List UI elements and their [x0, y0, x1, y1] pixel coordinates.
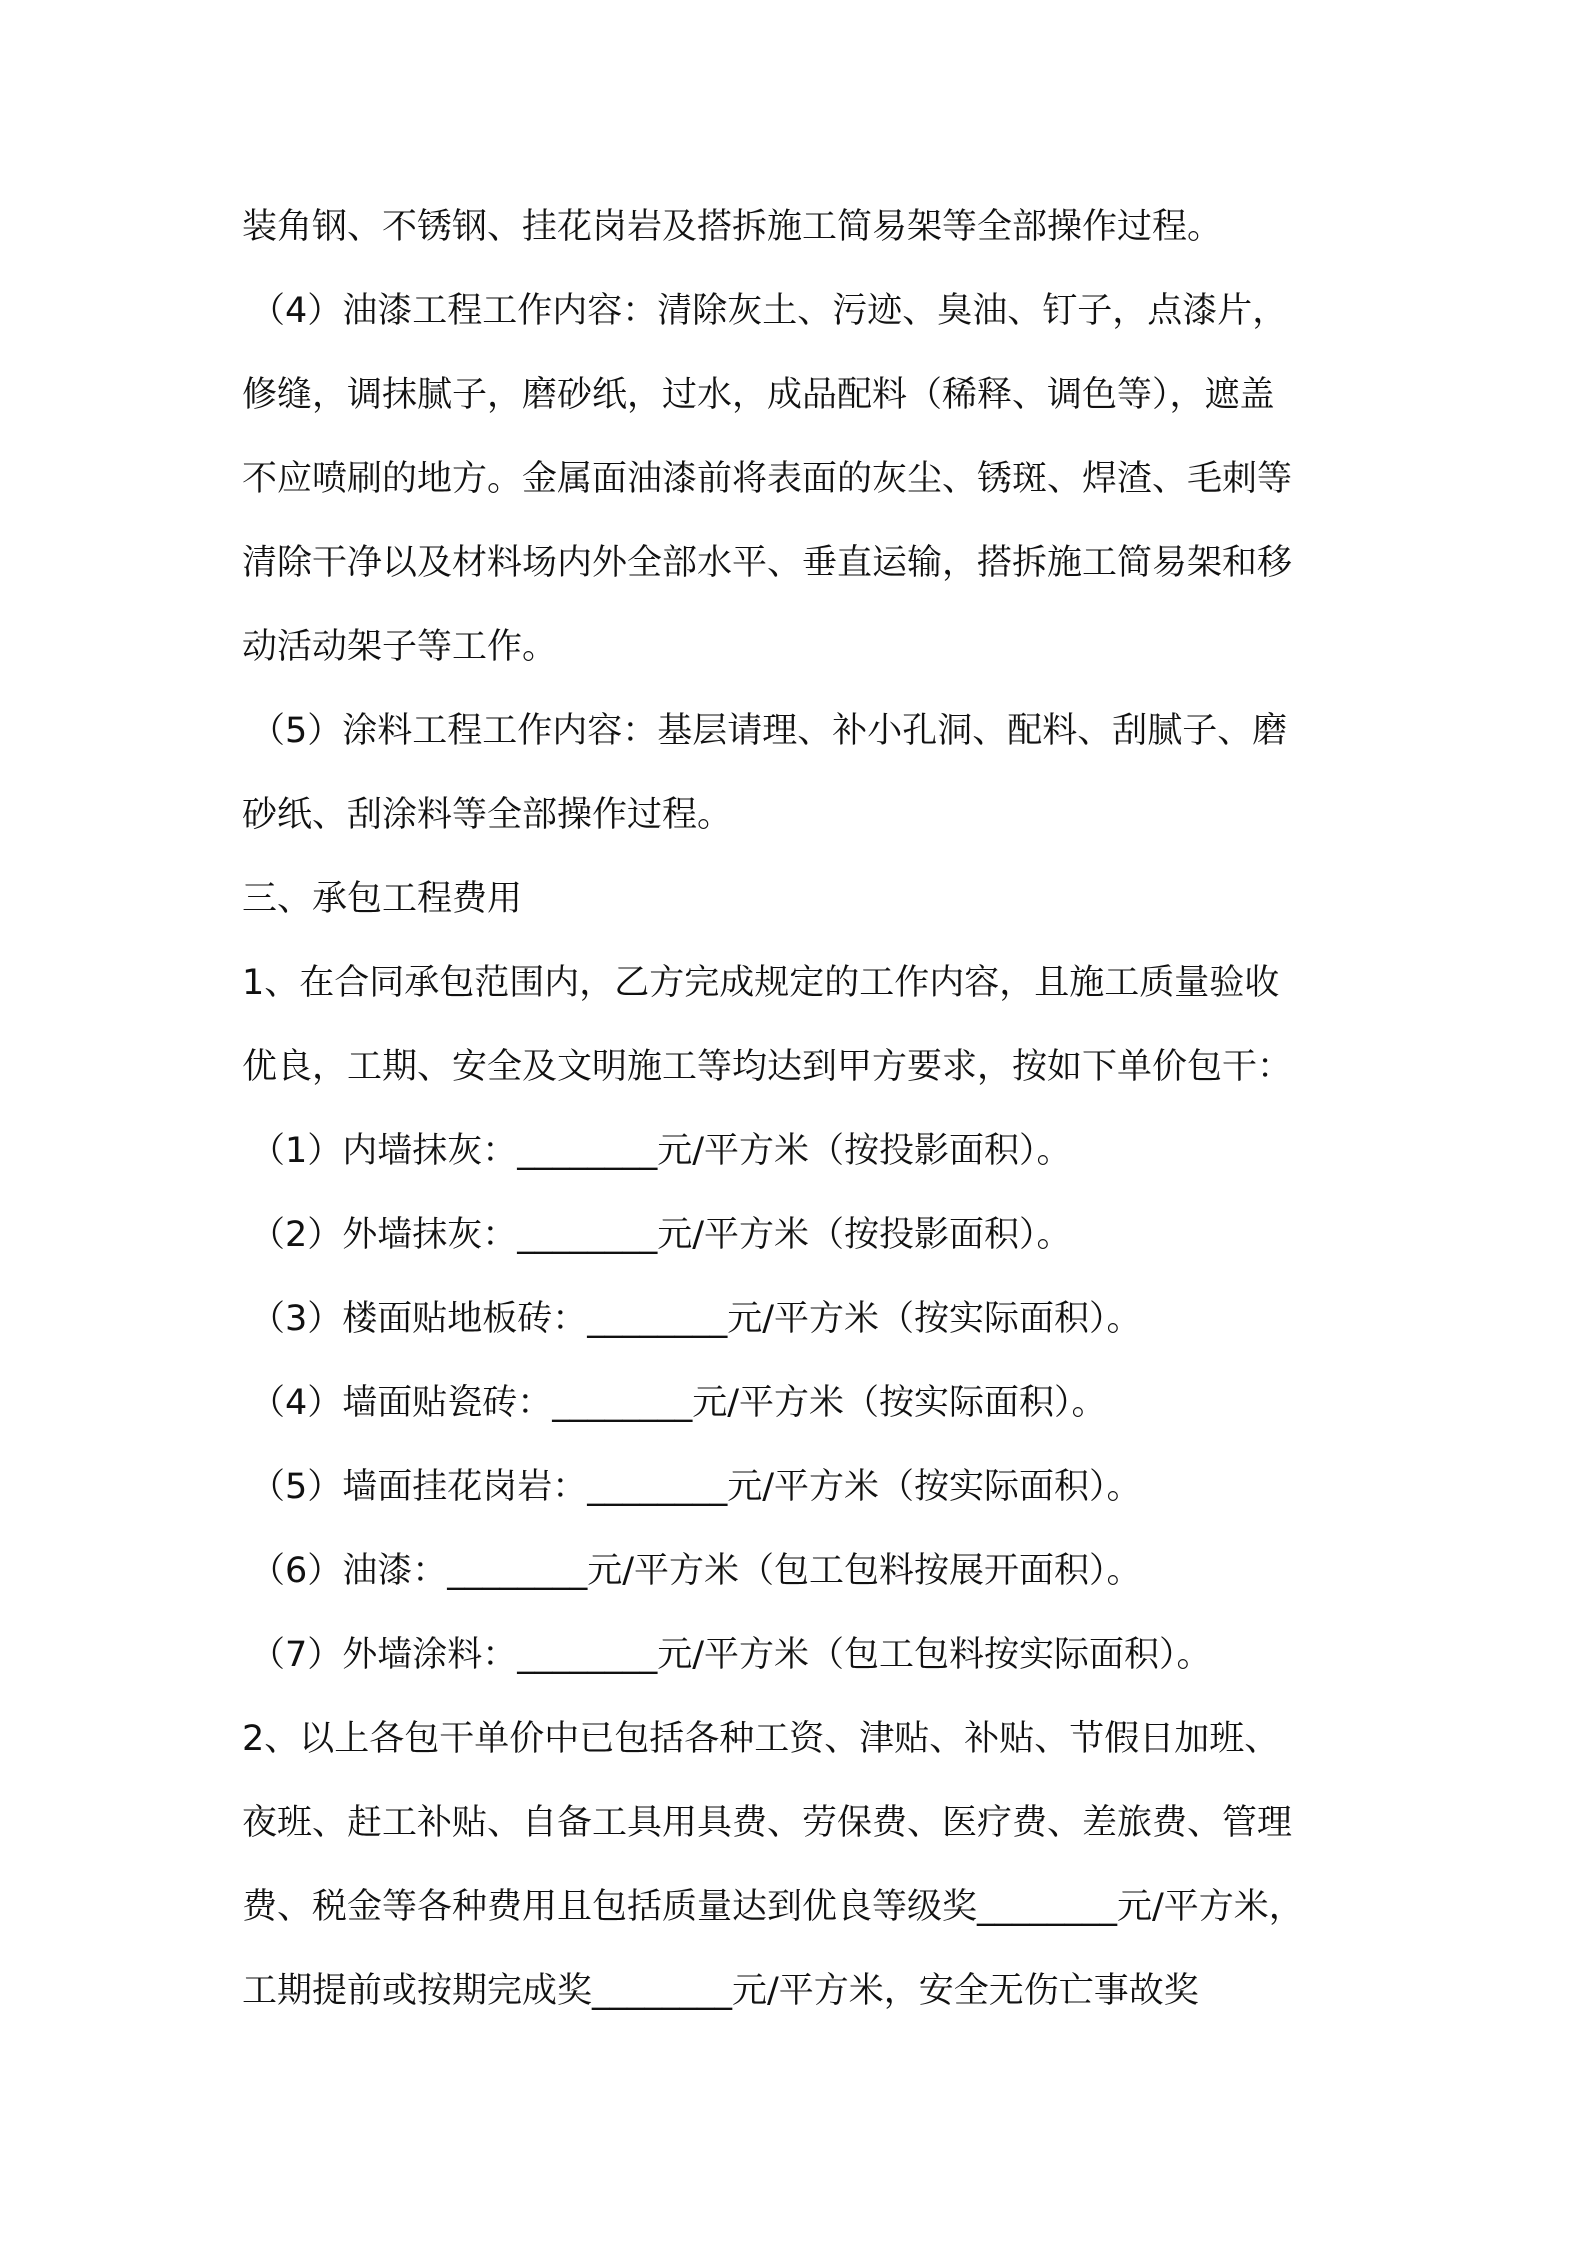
price-item: （5）墙面挂花岗岩：________元/平方米（按实际面积）。 [250, 1467, 1142, 1507]
text-line: 动活动架子等工作。 [242, 627, 558, 667]
text-line: （5）涂料工程工作内容：基层请理、补小孔洞、配料、刮腻子、磨 [250, 711, 1288, 751]
text-line: 清除干净以及材料场内外全部水平、垂直运输，搭拆施工简易架和移 [242, 543, 1293, 583]
price-item: （4）墙面贴瓷砖：________元/平方米（按实际面积）。 [250, 1383, 1107, 1423]
text-line: 费、税金等各种费用且包括质量达到优良等级奖________元/平方米， [242, 1887, 1304, 1927]
text-line: 2、以上各包干单价中已包括各种工资、津贴、补贴、节假日加班、 [242, 1719, 1280, 1759]
text-line: 装角钢、不锈钢、挂花岗岩及搭拆施工简易架等全部操作过程。 [242, 207, 1223, 247]
price-item: （1）内墙抹灰：________元/平方米（按投影面积）。 [250, 1131, 1072, 1171]
text-line: 砂纸、刮涂料等全部操作过程。 [242, 795, 733, 835]
text-line: 优良，工期、安全及文明施工等均达到甲方要求，按如下单价包干： [242, 1047, 1293, 1087]
text-line: 1、在合同承包范围内，乙方完成规定的工作内容，且施工质量验收 [242, 963, 1280, 1003]
text-line: 不应喷刷的地方。金属面油漆前将表面的灰尘、锈斑、焊渣、毛刺等 [242, 459, 1293, 499]
price-item: （2）外墙抹灰：________元/平方米（按投影面积）。 [250, 1215, 1072, 1255]
text-line: 修缝，调抹腻子，磨砂纸，过水，成品配料（稀释、调色等），遮盖 [242, 375, 1275, 415]
price-item: （7）外墙涂料：________元/平方米（包工包料按实际面积）。 [250, 1635, 1212, 1675]
text-line: （4）油漆工程工作内容：清除灰土、污迹、臭油、钉子，点漆片， [250, 291, 1288, 331]
price-item: （3）楼面贴地板砖：________元/平方米（按实际面积）。 [250, 1299, 1142, 1339]
section-heading: 三、承包工程费用 [242, 879, 523, 919]
text-line: 工期提前或按期完成奖________元/平方米，安全无伤亡事故奖 [242, 1971, 1199, 2011]
price-item: （6）油漆：________元/平方米（包工包料按展开面积）。 [250, 1551, 1142, 1591]
text-line: 夜班、赶工补贴、自备工具用具费、劳保费、医疗费、差旅费、管理 [242, 1803, 1293, 1843]
